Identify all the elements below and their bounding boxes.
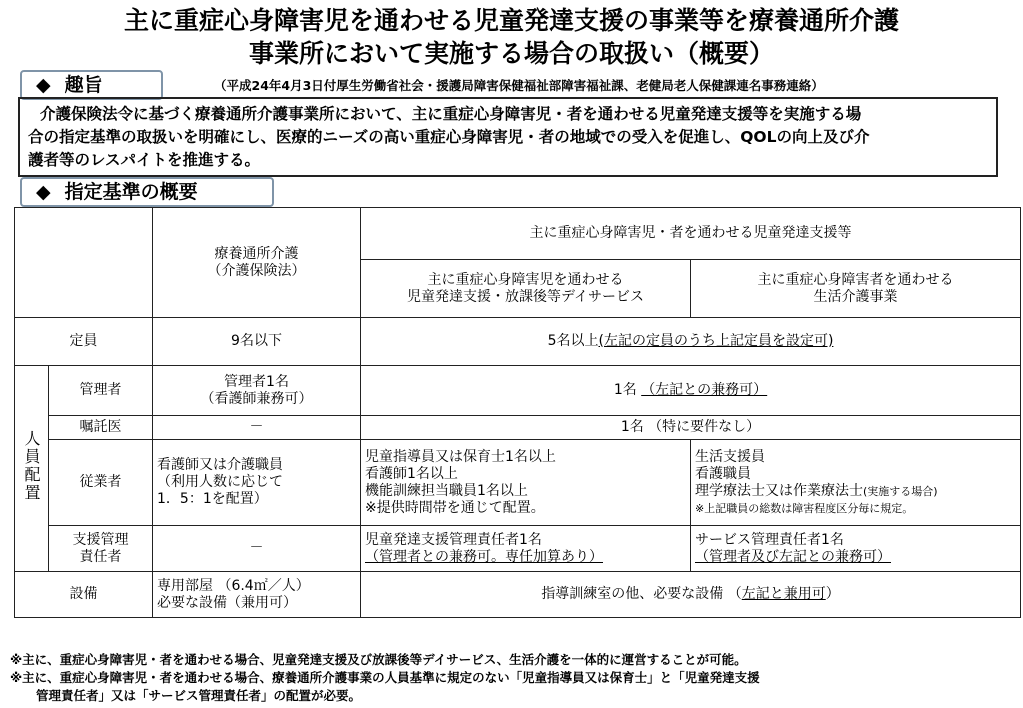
row-label-capacity: 定員: [15, 318, 153, 366]
title-line-2: 事業所において実施する場合の取扱い（概要）: [248, 39, 774, 68]
workers-col-a: [153, 440, 361, 526]
header-group: 主に重症心身障害児・者を通わせる児童発達支援等: [361, 208, 1021, 260]
footnote-2-line-2: 管理責任者」又は「サービス管理責任者」の配置が必要。: [36, 688, 362, 703]
manager-bc-main: 1名: [613, 382, 637, 398]
row-label-workers: 従業者: [49, 440, 153, 526]
support-manager-c-line-1: サービス管理責任者1名: [695, 531, 844, 548]
facilities-a-line-2: 必要な設備（兼用可）: [157, 594, 297, 611]
header-col-b-line-1: 主に重症心身障害児を通わせる: [427, 271, 624, 288]
workers-c-line-2: 看護職員: [695, 465, 751, 482]
support-manager-col-c: [691, 526, 1021, 572]
header-col-b: [361, 260, 691, 318]
workers-b-line-1: 児童指導員又は保育士1名以上: [365, 448, 556, 465]
header-col-c-line-1: 主に重症心身障害者を通わせる: [757, 271, 954, 288]
facilities-a-line-1: 専用部屋 （6.4㎡／人）: [157, 577, 310, 594]
workers-c-line-1: 生活支援員: [695, 448, 765, 465]
header-col-c-line-2: 生活介護事業: [813, 288, 898, 305]
footnote-2-line-1: ※主に、重症心身障害児・者を通わせる場合、療養通所介護事業の人員基準に規定のない「児童指導員又は保育士」と「児童発達支援: [10, 670, 760, 685]
capacity-col-bc: [361, 318, 1021, 366]
row-label-facilities: 設備: [15, 572, 153, 618]
support-manager-b-line-1: 児童発達支援管理責任者1名: [365, 531, 542, 548]
support-manager-c-line-2: （管理者及び左記との兼務可）: [695, 548, 891, 565]
manager-bc-note: （左記との兼務可）: [641, 382, 768, 398]
support-manager-label-2: 責任者: [79, 548, 122, 565]
workers-b-line-2: 看護師1名以上: [365, 465, 458, 482]
workers-c-line-3: 理学療法士又は作業療法士: [695, 482, 863, 499]
facilities-bc-main: 指導訓練室の他、必要な設備 （: [541, 586, 742, 602]
workers-col-c: [691, 440, 1021, 526]
staffing-label: [15, 366, 49, 572]
standards-heading: 指定基準の概要: [64, 181, 198, 203]
standards-heading-tag: [20, 177, 274, 207]
row-label-doctor: 嘱託医: [49, 416, 153, 440]
diamond-icon: ◆: [36, 74, 51, 96]
workers-col-b: [361, 440, 691, 526]
header-col-a-line-1: 療養通所介護: [214, 245, 299, 262]
header-col-b-line-2: 児童発達支援・放課後等デイサービス: [406, 288, 645, 305]
capacity-col-a: 9名以下: [153, 318, 361, 366]
purpose-heading: 趣旨: [64, 74, 103, 96]
manager-col-a: [153, 366, 361, 416]
row-label-manager: 管理者: [49, 366, 153, 416]
header-col-c: [691, 260, 1021, 318]
purpose-box: [18, 97, 998, 177]
manager-a-line-2: （看護師兼務可）: [200, 390, 313, 407]
facilities-col-bc: [361, 572, 1021, 618]
workers-c-line-4: ※上記職員の総数は障害程度区分毎に規定。: [695, 501, 914, 515]
purpose-line-3: 護者等のレスパイトを推進する。: [28, 151, 261, 169]
capacity-bc-note: (左記の定員のうち上記定員を設定可): [598, 333, 834, 349]
standards-table: [14, 207, 1021, 618]
workers-a-line-2: （利用人数に応じて: [157, 474, 283, 490]
capacity-bc-main: 5名以上: [547, 333, 599, 349]
workers-b-line-4: ※提供時間帯を通じて配置。: [365, 499, 545, 516]
header-col-a-line-2: （介護保険法）: [207, 262, 306, 279]
manager-a-line-1: 管理者1名: [224, 373, 289, 390]
purpose-line-2: 合の指定基準の取扱いを明確にし、医療的ニーズの高い重症心身障害児・者の地域での受入を促進し、QOLの向上及び介: [28, 128, 870, 146]
support-manager-col-a: －: [153, 526, 361, 572]
facilities-bc-note: 左記と兼用可: [741, 586, 826, 602]
purpose-heading-tag: [20, 70, 163, 100]
workers-b-line-3: 機能訓練担当職員1名以上: [365, 482, 528, 499]
header-empty-cell: [15, 208, 153, 318]
workers-a-line-1: 看護師又は介護職員: [157, 457, 283, 473]
facilities-col-a: [153, 572, 361, 618]
support-manager-col-b: [361, 526, 691, 572]
support-manager-b-line-2: （管理者との兼務可。専任加算あり）: [365, 548, 603, 565]
title-line-1: 主に重症心身障害児を通わせる児童発達支援の事業等を療養通所介護: [123, 6, 899, 35]
footnote-1: ※主に、重症心身障害児・者を通わせる場合、児童発達支援及び放課後等デイサービス、生活介護を一体的に運営することが可能。: [10, 652, 747, 667]
header-col-a: [153, 208, 361, 318]
page-title: [0, 4, 1023, 70]
staffing-label-text: 人員配置: [22, 430, 41, 502]
diamond-icon: ◆: [36, 181, 51, 203]
doctor-col-bc: 1名 （特に要件なし）: [361, 416, 1021, 440]
doctor-col-a: －: [153, 416, 361, 440]
manager-col-bc: [361, 366, 1021, 416]
facilities-bc-end: ）: [825, 586, 840, 602]
row-label-support-manager: [49, 526, 153, 572]
workers-a-line-3: 1．5：1を配置）: [157, 491, 268, 507]
workers-c-line-3-note: (実施する場合): [863, 484, 938, 498]
purpose-line-1: 介護保険法令に基づく療養通所介護事業所において、主に重症心身障害児・者を通わせる児童発達支援等を実施する場: [40, 105, 862, 123]
purpose-notice: （平成24年4月3日付厚生労働省社会・援護局障害保健福祉部障害福祉課、老健局老人保健課連名事務連絡）: [214, 78, 824, 93]
support-manager-label-1: 支援管理: [72, 531, 129, 548]
